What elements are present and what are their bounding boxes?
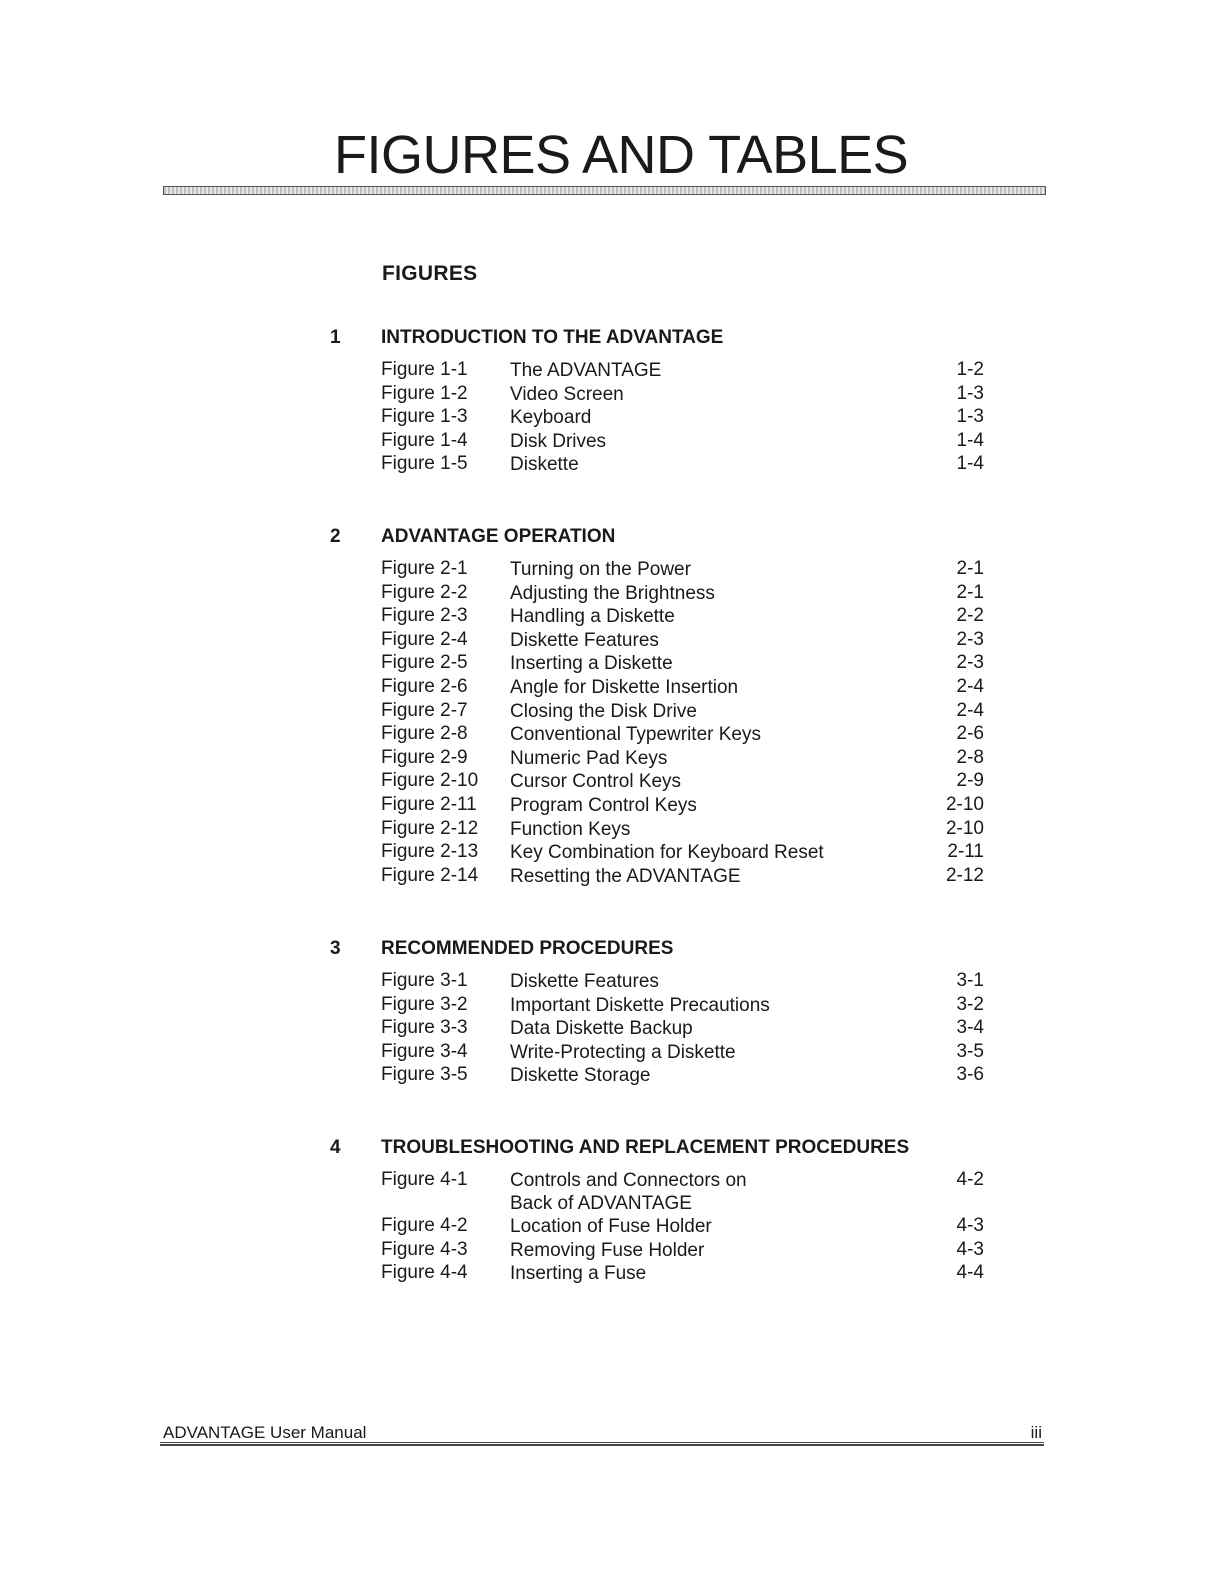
figure-entry bbox=[0, 1169, 1224, 1215]
figure-entry bbox=[0, 723, 1224, 747]
figure-entry bbox=[0, 970, 1224, 994]
figure-label: Figure 1-4 bbox=[381, 429, 468, 451]
figure-caption: Diskette Storage bbox=[510, 1065, 651, 1087]
figure-label: Figure 2-10 bbox=[381, 770, 479, 792]
figure-label: Figure 4-4 bbox=[381, 1262, 468, 1284]
figure-caption: Diskette Features bbox=[510, 629, 659, 651]
figure-entry bbox=[0, 359, 1224, 383]
figure-page: 4-2 bbox=[956, 1169, 984, 1190]
figure-caption: Disk Drives bbox=[510, 430, 607, 452]
figure-label: Figure 2-6 bbox=[381, 675, 468, 697]
section-heading: FIGURES bbox=[382, 262, 478, 285]
figure-page: 3-6 bbox=[956, 1064, 984, 1086]
figure-list bbox=[0, 558, 1224, 888]
chapter-title: INTRODUCTION TO THE ADVANTAGE bbox=[381, 327, 724, 348]
figure-page: 2-2 bbox=[956, 605, 984, 627]
chapter-title: RECOMMENDED PROCEDURES bbox=[381, 938, 674, 959]
figure-entry bbox=[0, 1041, 1224, 1065]
figure-entry bbox=[0, 1017, 1224, 1041]
figure-page: 2-4 bbox=[956, 675, 984, 697]
figure-entry bbox=[0, 406, 1224, 430]
figure-label: Figure 2-3 bbox=[381, 605, 468, 627]
figure-label: Figure 1-2 bbox=[381, 382, 468, 404]
figure-entry bbox=[0, 818, 1224, 842]
figure-entry bbox=[0, 676, 1224, 700]
footer-rule bbox=[160, 1442, 1044, 1446]
figure-caption: Function Keys bbox=[510, 818, 631, 840]
figure-label: Figure 2-9 bbox=[381, 746, 468, 768]
footer-page-number: iii bbox=[1030, 1423, 1042, 1442]
figure-page: 3-4 bbox=[956, 1017, 984, 1039]
figure-page: 4-3 bbox=[956, 1238, 984, 1260]
figure-entry bbox=[0, 1064, 1224, 1088]
figure-label: Figure 2-12 bbox=[381, 817, 479, 839]
figure-caption: Inserting a Fuse bbox=[510, 1263, 647, 1285]
figure-entry bbox=[0, 747, 1224, 771]
figure-caption: Diskette Features bbox=[510, 971, 659, 992]
chapter-title: ADVANTAGE OPERATION bbox=[381, 526, 616, 547]
figure-entry bbox=[0, 865, 1224, 889]
figure-caption: Turning on the Power bbox=[510, 559, 691, 580]
figure-label: Figure 2-1 bbox=[381, 558, 468, 579]
figure-label: Figure 4-2 bbox=[381, 1215, 468, 1236]
figure-label: Figure 3-1 bbox=[381, 970, 468, 991]
figure-list bbox=[0, 359, 1224, 477]
figure-page: 1-4 bbox=[956, 453, 984, 475]
figure-entry bbox=[0, 841, 1224, 865]
chapter-number: 2 bbox=[330, 526, 341, 547]
figure-caption: Cursor Control Keys bbox=[510, 771, 682, 793]
figure-page: 2-3 bbox=[956, 652, 984, 674]
figure-caption: Location of Fuse Holder bbox=[510, 1216, 712, 1237]
figure-entry bbox=[0, 652, 1224, 676]
figure-caption: Numeric Pad Keys bbox=[510, 747, 668, 769]
figure-entry bbox=[0, 558, 1224, 582]
figure-page: 2-1 bbox=[956, 581, 984, 603]
figure-page: 4-3 bbox=[956, 1215, 984, 1236]
figure-list bbox=[0, 1169, 1224, 1286]
figure-list bbox=[0, 970, 1224, 1088]
chapter-number: 3 bbox=[330, 938, 341, 959]
figure-page: 2-10 bbox=[945, 817, 984, 839]
figure-label: Figure 2-2 bbox=[381, 581, 468, 603]
figure-entry bbox=[0, 700, 1224, 724]
figure-page: 1-4 bbox=[956, 429, 984, 451]
page-title: FIGURES AND TABLES bbox=[334, 125, 909, 185]
figure-label: Figure 2-7 bbox=[381, 699, 468, 721]
figure-caption: Angle for Diskette Insertion bbox=[510, 676, 739, 698]
figure-caption: Resetting the ADVANTAGE bbox=[510, 865, 741, 887]
figure-entry bbox=[0, 994, 1224, 1018]
figure-page: 3-2 bbox=[956, 993, 984, 1015]
figure-label: Figure 2-14 bbox=[381, 864, 479, 886]
figure-label: Figure 3-5 bbox=[381, 1064, 468, 1086]
title-rule bbox=[163, 186, 1046, 195]
figure-label: Figure 3-4 bbox=[381, 1040, 468, 1062]
footer-manual-title: ADVANTAGE User Manual bbox=[163, 1423, 367, 1442]
figure-entry bbox=[0, 1239, 1224, 1263]
figure-caption: Diskette bbox=[510, 454, 579, 476]
figure-entry bbox=[0, 1262, 1224, 1286]
figure-entry bbox=[0, 430, 1224, 454]
figure-caption: Removing Fuse Holder bbox=[510, 1239, 705, 1261]
figure-entry bbox=[0, 770, 1224, 794]
figure-page: 1-3 bbox=[956, 406, 984, 428]
figure-caption: Key Combination for Keyboard Reset bbox=[510, 842, 824, 864]
figure-caption: Conventional Typewriter Keys bbox=[510, 724, 761, 746]
figure-page: 3-5 bbox=[956, 1040, 984, 1062]
figure-label: Figure 2-4 bbox=[381, 628, 468, 650]
figure-caption: Video Screen bbox=[510, 383, 624, 405]
figure-label: Figure 2-13 bbox=[381, 841, 479, 863]
figure-entry bbox=[0, 794, 1224, 818]
figure-page: 1-2 bbox=[956, 359, 984, 380]
figure-page: 2-9 bbox=[956, 770, 984, 792]
figure-caption: The ADVANTAGE bbox=[510, 360, 662, 381]
figure-page: 2-11 bbox=[947, 841, 984, 863]
figure-label: Figure 2-5 bbox=[381, 652, 468, 674]
figure-page: 2-3 bbox=[956, 628, 984, 650]
figure-entry bbox=[0, 383, 1224, 407]
chapter-title: TROUBLESHOOTING AND REPLACEMENT PROCEDURES bbox=[381, 1137, 910, 1158]
figure-caption: Data Diskette Backup bbox=[510, 1018, 693, 1040]
figure-page: 2-6 bbox=[956, 723, 984, 745]
figure-entry bbox=[0, 605, 1224, 629]
figure-page: 2-12 bbox=[945, 864, 984, 886]
figure-label: Figure 3-2 bbox=[381, 993, 468, 1015]
figure-label: Figure 1-1 bbox=[381, 359, 468, 380]
chapter-number: 1 bbox=[330, 327, 341, 348]
figure-page: 4-4 bbox=[956, 1262, 984, 1284]
figure-page: 2-8 bbox=[956, 746, 984, 768]
figure-page: 2-1 bbox=[956, 558, 984, 579]
figure-entry bbox=[0, 629, 1224, 653]
figure-page: 1-3 bbox=[956, 382, 984, 404]
figure-caption: Keyboard bbox=[510, 407, 592, 429]
figure-caption: Adjusting the Brightness bbox=[510, 582, 715, 604]
figure-label: Figure 4-3 bbox=[381, 1238, 468, 1260]
figure-caption: Handling a Diskette bbox=[510, 606, 675, 628]
figure-entry bbox=[0, 582, 1224, 606]
figure-label: Figure 3-3 bbox=[381, 1017, 468, 1039]
figure-label: Figure 4-1 bbox=[381, 1169, 468, 1190]
figure-entry bbox=[0, 1215, 1224, 1239]
figure-caption: Program Control Keys bbox=[510, 794, 697, 816]
figure-page: 2-10 bbox=[945, 793, 984, 815]
figure-caption: Write-Protecting a Diskette bbox=[510, 1041, 736, 1063]
chapter-number: 4 bbox=[330, 1137, 341, 1158]
figure-label: Figure 2-11 bbox=[381, 793, 477, 815]
figure-entry bbox=[0, 453, 1224, 477]
figure-label: Figure 1-5 bbox=[381, 453, 468, 475]
figure-page: 3-1 bbox=[956, 970, 984, 991]
figure-label: Figure 2-8 bbox=[381, 723, 468, 745]
figure-label: Figure 1-3 bbox=[381, 406, 468, 428]
figure-caption: Controls and Connectors on Back of ADVANTAGE bbox=[510, 1170, 747, 1214]
figure-caption: Inserting a Diskette bbox=[510, 653, 673, 675]
figure-caption: Important Diskette Precautions bbox=[510, 994, 770, 1016]
figure-caption: Closing the Disk Drive bbox=[510, 700, 697, 722]
figure-page: 2-4 bbox=[956, 699, 984, 721]
